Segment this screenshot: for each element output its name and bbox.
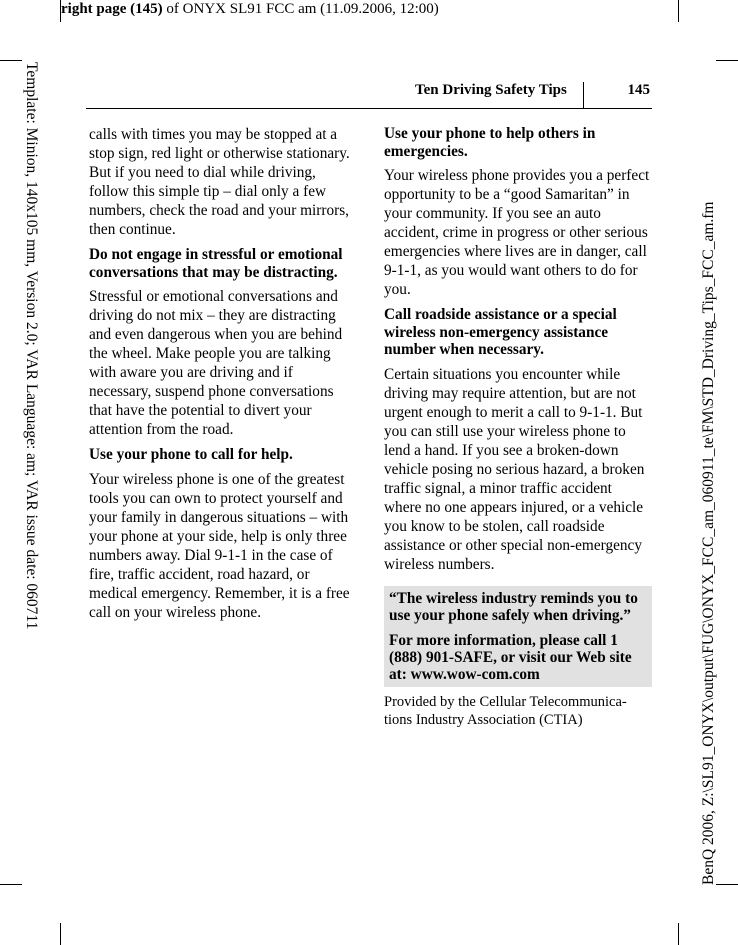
tip-body-stressful-conversations: Stressful or emotional conversations and driving do not mix – they are distracting and even dangerous when you are behind the wheel. Make people you are talking with aware you are driving and if necessary, suspend phone conversations that have the potential to divert your attention from the road. — [89, 288, 343, 438]
crop-mark-right-bottom — [716, 884, 738, 885]
tip-body-roadside-assistance: Certain situations you encounter while driving may require attention, but are not urgent enough to merit a call to 9-1-1. But you can still use your wireless phone to lend a hand. If you see a broken-down vehicle posing no serious hazard, a broken traffic signal, a minor traffic accident where no one appears injured, or a vehicle you know to be stolen, call roadside assistance or other special non-emergency wireless numbers. — [384, 365, 645, 573]
page-number: 145 — [627, 82, 650, 98]
tip-body-help-others: Your wireless phone provides you a perfect opportunity to be a “good Samaritan” in your community. If you see an auto accident, crime in progress or other serious emergencies where lives are in danger, call 9-1-1, as you would want others to do for you. — [384, 167, 650, 298]
header-divider — [583, 82, 584, 109]
crop-mark-left-bottom — [0, 884, 22, 885]
crop-mark-right-top — [716, 60, 738, 61]
tip-heading-stressful-conversations: Do not engage in stressful or emotional conversations that may be distracting. — [89, 246, 343, 281]
left-column — [89, 125, 353, 629]
intro-paragraph: calls with times you may be stopped at a stop sign, red light or otherwise stationary. But if you need to dial while driving, follow this simple tip – dial only a few numbers, check the road and your mirrors, then continue. — [89, 126, 350, 238]
tip-heading-help-others: Use your phone to help others in emergencies. — [384, 125, 596, 160]
tip-heading-call-for-help: Use your phone to call for help. — [89, 446, 293, 463]
callout-contact-info: For more information, please call 1 (888) 901-SAFE, or visit our Web site at: www.wow-com.com — [389, 631, 632, 683]
print-info — [61, 0, 439, 18]
crop-mark-bottom-left — [60, 923, 61, 945]
crop-mark-left-top — [0, 60, 22, 61]
section-title: Ten Driving Safety Tips — [415, 82, 567, 98]
file-path-vertical: BenQ 2006, Z:\SL91_ONYX\output\FUG\ONYX_FCC_am_060911_te\FM\STD_Driving_Tips_FCC_am.fm — [700, 201, 717, 885]
template-info-vertical: Template: Minion, 140x105 mm, Version 2.0; VAR Language: am; VAR issue date: 060711 — [23, 62, 40, 630]
crop-mark-bottom-right — [678, 923, 679, 945]
callout-quote: “The wireless industry reminds you to use your phone safely when driving.” — [389, 589, 638, 624]
right-column — [384, 125, 652, 729]
header-rule — [86, 108, 652, 109]
crop-mark-top-right — [678, 0, 679, 22]
ctia-credit: Provided by the Cellular Telecommunica-tions Industry Association (CTIA) — [384, 693, 627, 728]
tip-body-call-for-help: Your wireless phone is one of the greatest tools you can own to protect yourself and your family in dangerous situations – with your phone at your side, help is only three numbers away. Dial 9-1-1 in the case of fire, traffic accident, road hazard, or medical emergency. Remember, it is a free call on your wireless phone. — [89, 470, 350, 621]
print-file-info: of ONYX SL91 FCC am (11.09.2006, 12:00) — [162, 1, 439, 17]
safety-callout-box — [384, 586, 652, 687]
tip-heading-roadside-assistance: Call roadside assistance or a special wireless non-emergency assistance number when necessary. — [384, 306, 617, 358]
print-page-label: right page (145) — [61, 1, 163, 17]
running-header — [380, 82, 652, 104]
